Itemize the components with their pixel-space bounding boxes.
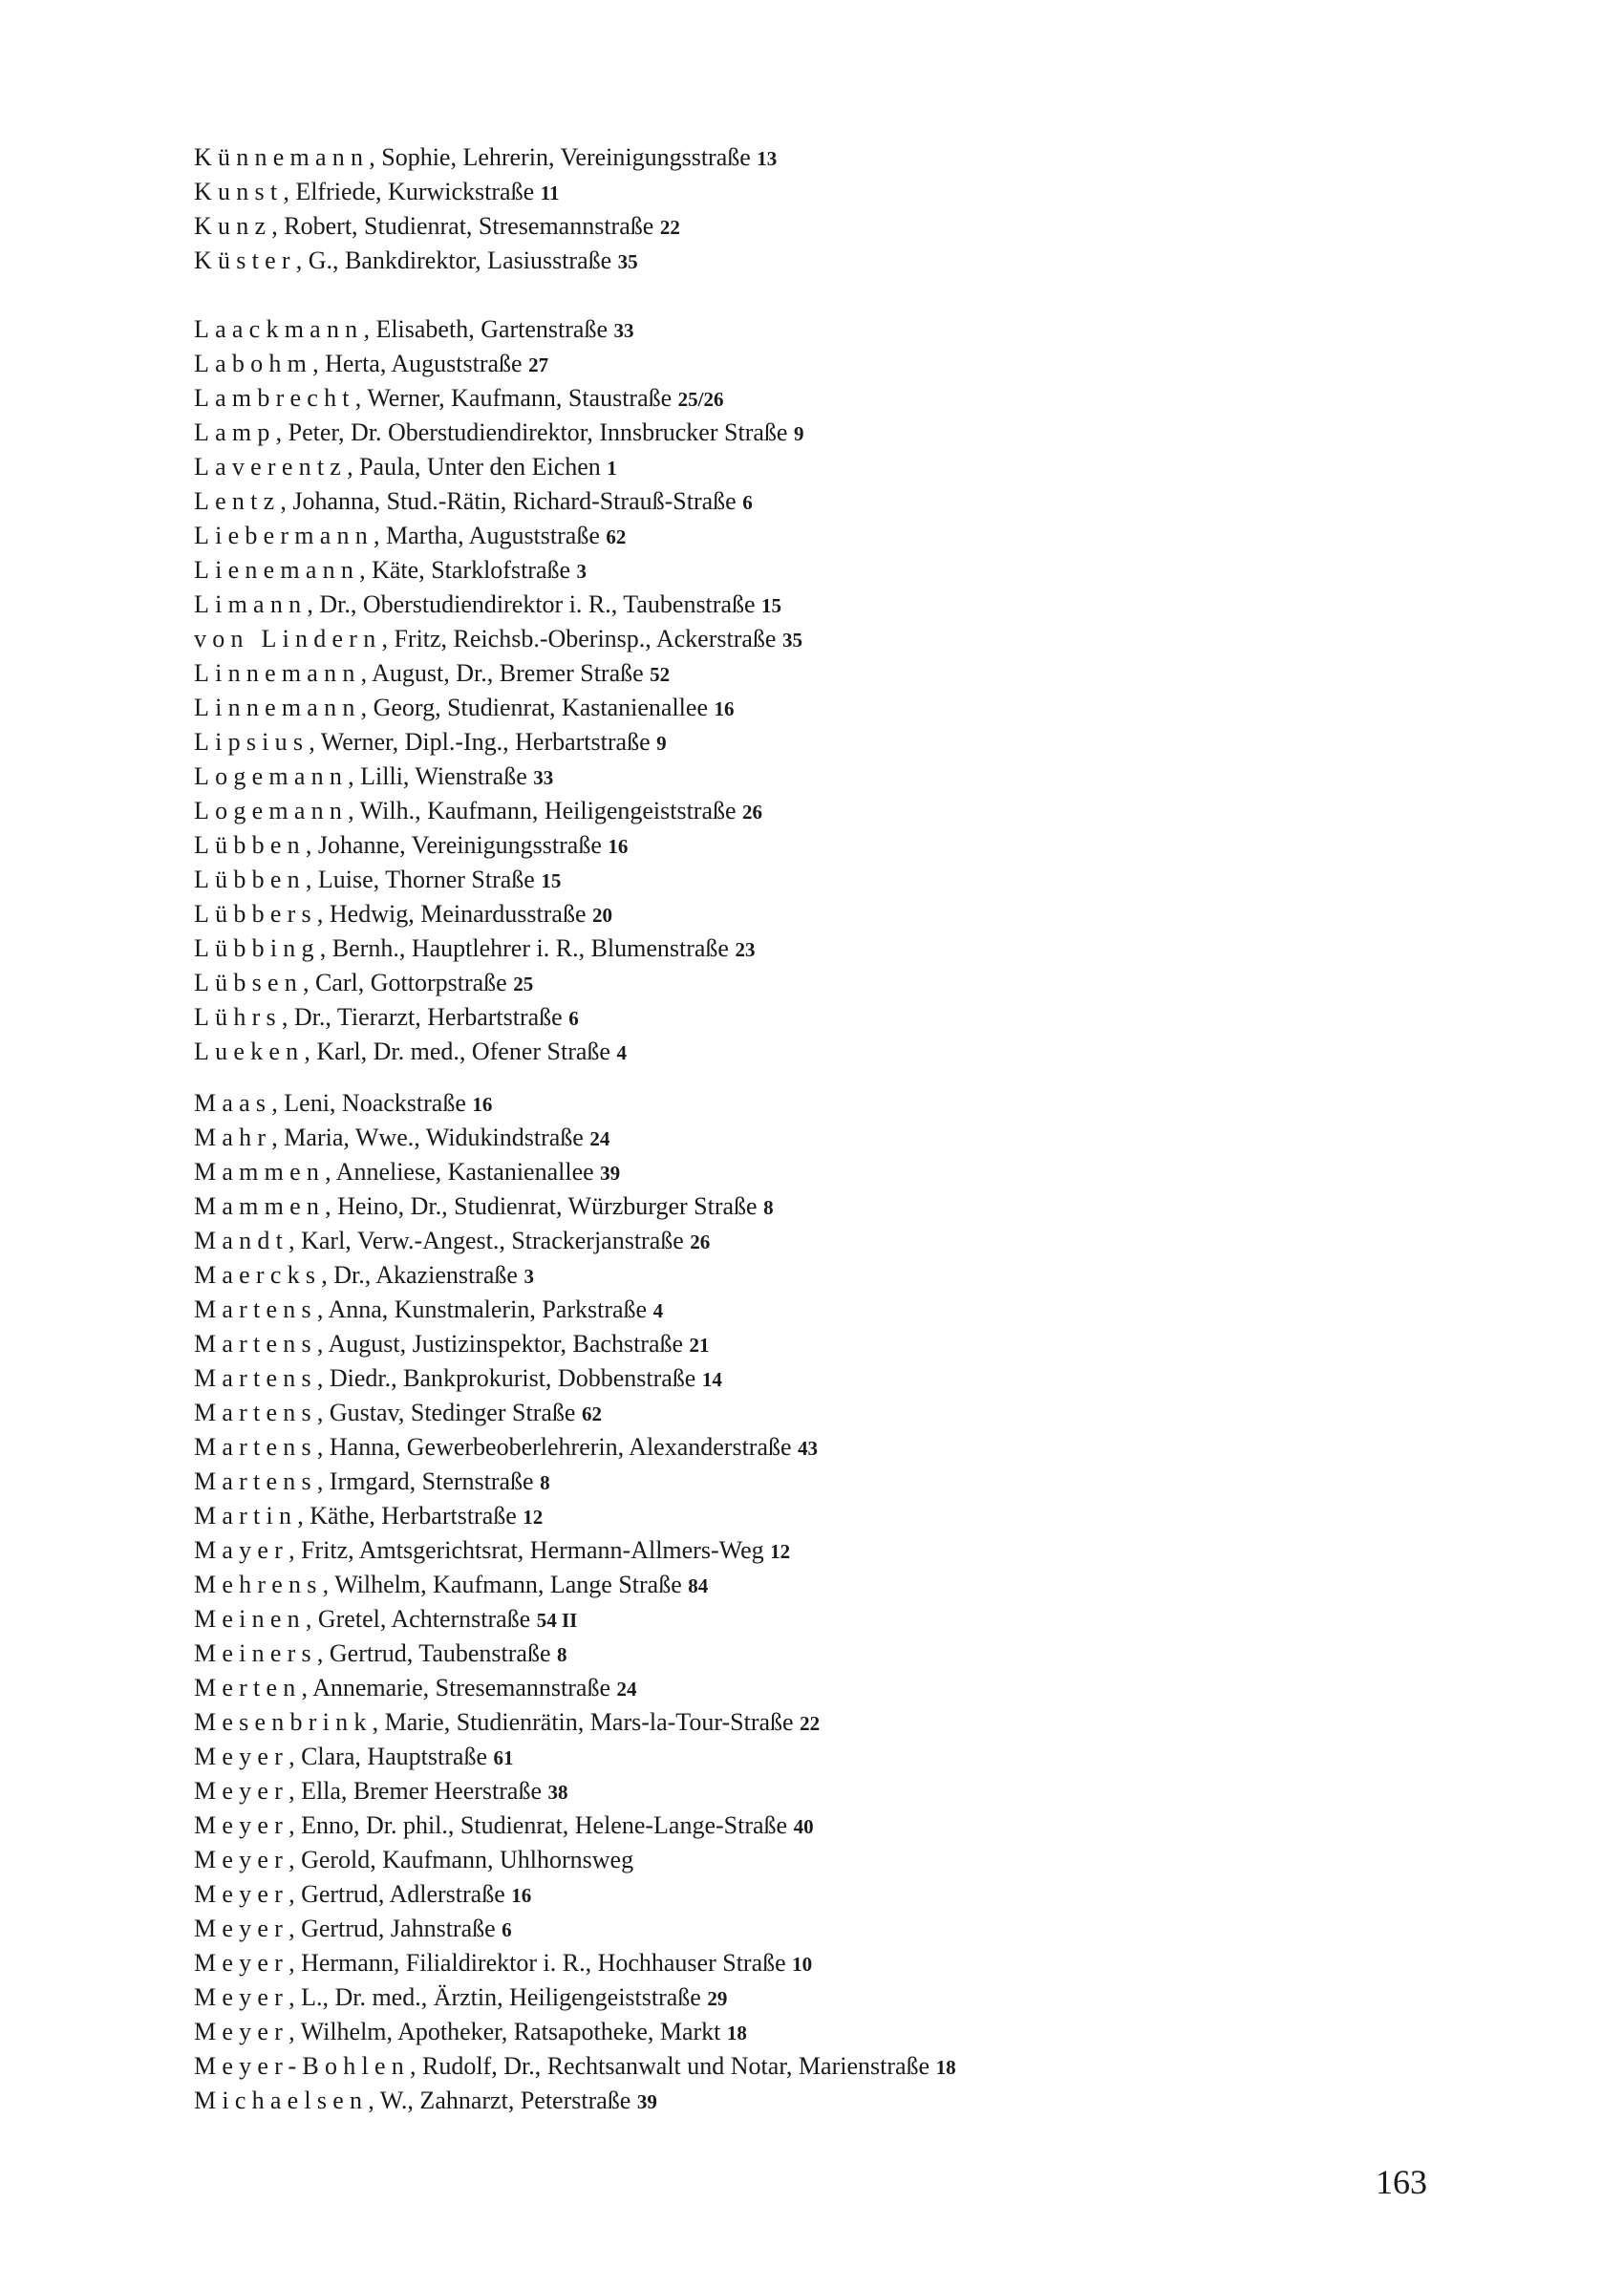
entry-house-number: 21 [689, 1334, 710, 1357]
entry-house-number: 43 [798, 1437, 819, 1460]
entry-house-number: 6 [502, 1918, 512, 1941]
entry-surname: Lübben [194, 866, 306, 893]
directory-entry: Künnemann, Sophie, Lehrerin, Vereinigungsstraße 13 [194, 143, 778, 171]
entry-surname: Laverentz [194, 453, 348, 481]
entry-surname: Mammen [194, 1192, 326, 1220]
entry-surname: Meyer [194, 1880, 289, 1908]
entry-details: Werner, Dipl.-Ing., Herbartstraße [320, 728, 651, 756]
entry-house-number: 6 [742, 491, 753, 514]
entry-details: Heino, Dr., Studienrat, Würzburger Straße [337, 1192, 758, 1220]
entry-house-number: 12 [523, 1506, 544, 1529]
entry-details: Clara, Hauptstraße [301, 1743, 487, 1770]
directory-entry: Kunz, Robert, Studienrat, Stresemannstraße 22 [194, 212, 680, 240]
directory-entry: Labohm, Herta, Auguststraße 27 [194, 350, 549, 377]
entry-details: Käthe, Herbartstraße [310, 1502, 517, 1530]
directory-entry: Mehrens, Wilhelm, Kaufmann, Lange Straße 84 [194, 1571, 709, 1598]
entry-details: Gustav, Stedinger Straße [329, 1399, 576, 1426]
entry-surname: Mayer [194, 1536, 289, 1564]
entry-surname: Merten [194, 1674, 302, 1701]
entry-surname: Meyer [194, 1846, 289, 1873]
directory-entry: Meyer, Wilhelm, Apotheker, Ratsapotheke, Markt 18 [194, 2018, 747, 2045]
directory-entry: Mammen, Heino, Dr., Studienrat, Würzburger Straße 8 [194, 1192, 774, 1220]
entry-details: L., Dr. med., Ärztin, Heiligengeiststraße [301, 1983, 701, 2011]
entry-surname: Lueken [194, 1038, 305, 1065]
directory-entry: Maercks, Dr., Akazienstraße 3 [194, 1261, 534, 1289]
entry-surname: Lübbers [194, 900, 317, 928]
entry-house-number: 84 [688, 1574, 709, 1597]
entry-surname: Maercks [194, 1261, 322, 1289]
entry-house-number: 39 [636, 2090, 657, 2113]
entry-details: Sophie, Lehrerin, Vereinigungsstraße [381, 143, 751, 171]
entry-details: August, Dr., Bremer Straße [372, 659, 644, 687]
entry-surname: Lamp [194, 418, 276, 446]
entry-details: Irmgard, Sternstraße [329, 1467, 534, 1495]
directory-entry: Martens, Gustav, Stedinger Straße 62 [194, 1399, 602, 1426]
entry-details: Fritz, Reichsb.-Oberinsp., Ackerstraße [394, 625, 777, 653]
entry-details: Hedwig, Meinardusstraße [329, 900, 587, 928]
directory-entry: Martens, Irmgard, Sternstraße 8 [194, 1467, 550, 1495]
entry-house-number: 4 [616, 1041, 627, 1064]
directory-entry: Meyer, Gerold, Kaufmann, Uhlhornsweg [194, 1846, 634, 1873]
entry-details: Ella, Bremer Heerstraße [301, 1777, 542, 1805]
entry-surname: Lambrecht [194, 384, 355, 412]
entry-details: August, Justizinspektor, Bachstraße [328, 1330, 684, 1358]
entry-house-number: 25/26 [677, 388, 724, 411]
entry-surname: Künnemann [194, 143, 370, 171]
entry-details: Hermann, Filialdirektor i. R., Hochhauser Straße [301, 1949, 786, 1977]
entry-house-number: 15 [761, 594, 782, 617]
entry-surname: Mehrens [194, 1571, 323, 1598]
directory-entry: Lührs, Dr., Tierarzt, Herbartstraße 6 [194, 1003, 579, 1031]
directory-entry: Liebermann, Martha, Auguststraße 62 [194, 522, 627, 549]
entry-house-number: 15 [541, 869, 562, 892]
directory-entry: Limann, Dr., Oberstudiendirektor i. R., Taubenstraße 15 [194, 590, 782, 618]
entry-house-number: 16 [511, 1884, 532, 1907]
entry-house-number: 40 [793, 1815, 814, 1838]
directory-entry: Meyer-Bohlen, Rudolf, Dr., Rechtsanwalt und Notar, Marienstraße 18 [194, 2052, 956, 2080]
entry-surname: Kunz [194, 212, 272, 240]
entry-house-number: 61 [493, 1746, 514, 1769]
entry-house-number: 33 [533, 766, 554, 789]
entry-details: Wilhelm, Apotheker, Ratsapotheke, Markt [300, 2018, 721, 2045]
entry-details: Gertrud, Jahnstraße [301, 1915, 496, 1942]
entry-house-number: 27 [528, 353, 549, 376]
entry-house-number: 38 [547, 1781, 568, 1804]
entry-surname: Labohm [194, 350, 313, 377]
directory-entry: Mahr, Maria, Wwe., Widukindstraße 24 [194, 1124, 610, 1151]
directory-entry: Michaelsen, W., Zahnarzt, Peterstraße 39 [194, 2087, 657, 2114]
directory-entry: Martens, Diedr., Bankprokurist, Dobbenstraße 14 [194, 1364, 722, 1392]
directory-entry: Meyer, Gertrud, Jahnstraße 6 [194, 1915, 512, 1942]
entry-details: Herta, Auguststraße [325, 350, 523, 377]
entry-details: Elfriede, Kurwickstraße [295, 178, 535, 205]
entry-details: Karl, Dr. med., Ofener Straße [316, 1038, 610, 1065]
entry-surname: Linnemann [194, 694, 361, 721]
entry-surname: Meyer [194, 1743, 289, 1770]
entry-surname: Lübsen [194, 969, 303, 996]
directory-entry: Lübben, Johanne, Vereinigungsstraße 16 [194, 831, 629, 859]
entry-house-number: 24 [616, 1678, 637, 1701]
entry-details: Johanne, Vereinigungsstraße [317, 831, 602, 859]
directory-entry: Lübben, Luise, Thorner Straße 15 [194, 866, 562, 893]
directory-entry: Martens, Hanna, Gewerbeoberlehrerin, Alexanderstraße 43 [194, 1433, 819, 1461]
entry-surname: Martens [194, 1467, 317, 1495]
entry-house-number: 16 [472, 1093, 493, 1116]
entry-house-number: 62 [581, 1402, 602, 1425]
directory-entry: Laackmann, Elisabeth, Gartenstraße 33 [194, 315, 634, 343]
entry-house-number: 4 [652, 1299, 664, 1322]
entry-surname: Logemann [194, 797, 349, 824]
entry-surname: Mandt [194, 1227, 289, 1254]
entry-surname: Meiners [194, 1639, 317, 1667]
entry-house-number: 16 [714, 697, 735, 720]
directory-entry: Küster, G., Bankdirektor, Lasiusstraße 35 [194, 246, 638, 274]
entry-details: Georg, Studienrat, Kastanienallee [373, 694, 708, 721]
entry-surname: Meyer [194, 1811, 289, 1839]
entry-house-number: 8 [557, 1643, 567, 1666]
directory-entry: Mesenbrink, Marie, Studienrätin, Mars-la-Tour-Straße 22 [194, 1708, 821, 1736]
entry-details: Wilhelm, Kaufmann, Lange Straße [334, 1571, 682, 1598]
directory-entry: Laverentz, Paula, Unter den Eichen 1 [194, 453, 617, 481]
entry-details: Johanna, Stud.-Rätin, Richard-Strauß-Straße [292, 487, 737, 515]
entry-house-number: 22 [659, 216, 680, 239]
entry-house-number: 35 [617, 250, 638, 273]
entry-house-number: 3 [576, 560, 588, 583]
entry-house-number: 62 [606, 525, 627, 548]
entry-surname: Linnemann [194, 659, 361, 687]
directory-entry: Linnemann, August, Dr., Bremer Straße 52 [194, 659, 671, 687]
entry-surname: Martens [194, 1330, 317, 1358]
entry-house-number: 23 [735, 938, 756, 961]
entry-details: Anna, Kunstmalerin, Parkstraße [328, 1295, 648, 1323]
entry-house-number: 9 [793, 422, 804, 445]
entry-surname: Meyer [194, 1983, 289, 2011]
directory-entry: Maas, Leni, Noackstraße 16 [194, 1089, 493, 1117]
entry-house-number: 26 [690, 1231, 711, 1253]
entry-house-number: 16 [608, 835, 629, 858]
directory-entry: Meyer, Enno, Dr. phil., Studienrat, Helene-Lange-Straße 40 [194, 1811, 814, 1839]
entry-surname: Mesenbrink [194, 1708, 373, 1736]
entry-surname: Laackmann [194, 315, 364, 343]
entry-house-number: 13 [757, 147, 778, 170]
entry-house-number: 14 [701, 1368, 722, 1391]
entry-details: Anneliese, Kastanienallee [335, 1158, 594, 1186]
directory-entry: Meyer, Gertrud, Adlerstraße 16 [194, 1880, 532, 1908]
entry-group-k [194, 140, 1436, 278]
entry-surname: Lübbing [194, 934, 320, 962]
directory-entry: Meyer, Clara, Hauptstraße 61 [194, 1743, 514, 1770]
entry-surname: Meyer [194, 1915, 289, 1942]
entry-house-number: 10 [792, 1953, 813, 1976]
entry-house-number: 39 [600, 1162, 621, 1185]
entry-details: Wilh., Kaufmann, Heiligengeiststraße [359, 797, 737, 824]
directory-entry: Lipsius, Werner, Dipl.-Ing., Herbartstraße 9 [194, 728, 667, 756]
directory-entry: Meinen, Gretel, Achternstraße 54 II [194, 1605, 578, 1633]
page-number: 163 [1376, 2163, 1427, 2201]
directory-entry: Mandt, Karl, Verw.-Angest., Strackerjanstraße 26 [194, 1227, 711, 1254]
entry-surname: Martin [194, 1502, 298, 1530]
directory-entry: Martin, Käthe, Herbartstraße 12 [194, 1502, 544, 1530]
directory-entry: Lübsen, Carl, Gottorpstraße 25 [194, 969, 534, 996]
entry-house-number: 52 [650, 663, 671, 686]
entry-details: Dr., Akazienstraße [333, 1261, 518, 1289]
entry-details: Gertrud, Taubenstraße [329, 1639, 551, 1667]
entry-surname: Lipsius [194, 728, 310, 756]
entry-details: Carl, Gottorpstraße [314, 969, 507, 996]
entry-surname: Limann [194, 590, 308, 618]
directory-entry: Logemann, Wilh., Kaufmann, Heiligengeiststraße 26 [194, 797, 763, 824]
entry-details: Werner, Kaufmann, Staustraße [367, 384, 673, 412]
entry-details: Rudolf, Dr., Rechtsanwalt und Notar, Marienstraße [421, 2052, 930, 2080]
entry-details: Dr., Tierarzt, Herbartstraße [293, 1003, 563, 1031]
directory-entry: Linnemann, Georg, Studienrat, Kastanienallee 16 [194, 694, 735, 721]
entry-details: Karl, Verw.-Angest., Strackerjanstraße [301, 1227, 684, 1254]
entry-house-number: 25 [513, 973, 534, 995]
directory-entry: Logemann, Lilli, Wienstraße 33 [194, 762, 554, 790]
entry-surname: Kunst [194, 178, 284, 205]
entry-details: W., Zahnarzt, Peterstraße [379, 2087, 631, 2114]
entry-surname: Lentz [194, 487, 281, 515]
directory-entry: Martens, August, Justizinspektor, Bachstraße 21 [194, 1330, 710, 1358]
entry-surname: Logemann [194, 762, 349, 790]
entry-surname: Martens [194, 1295, 317, 1323]
entry-surname: Martens [194, 1399, 317, 1426]
entry-details: Gerold, Kaufmann, Uhlhornsweg [301, 1846, 634, 1873]
entry-details: Luise, Thorner Straße [317, 866, 535, 893]
entry-group-m [194, 1086, 1436, 2118]
directory-entry: Meiners, Gertrud, Taubenstraße 8 [194, 1639, 567, 1667]
entry-surname: Meinen [194, 1605, 306, 1633]
entry-surname: Martens [194, 1364, 317, 1392]
entry-house-number: 20 [592, 904, 612, 927]
entry-details: Maria, Wwe., Widukindstraße [284, 1124, 584, 1151]
entry-house-number: 22 [800, 1712, 821, 1735]
entry-house-number: 24 [589, 1127, 610, 1150]
entry-surname: Meyer [194, 1777, 289, 1805]
entry-details: Peter, Dr. Oberstudiendirektor, Innsbrucker Straße [288, 418, 788, 446]
entry-surname: Michaelsen [194, 2087, 369, 2114]
directory-entry: Meyer, Ella, Bremer Heerstraße 38 [194, 1777, 568, 1805]
directory-entry: Merten, Annemarie, Stresemannstraße 24 [194, 1674, 637, 1701]
entry-surname: Mammen [194, 1158, 326, 1186]
directory-entry: Mammen, Anneliese, Kastanienallee 39 [194, 1158, 621, 1186]
entry-surname: von Lindern [194, 625, 382, 653]
entry-details: Bernh., Hauptlehrer i. R., Blumenstraße [331, 934, 729, 962]
directory-entry: Meyer, Hermann, Filialdirektor i. R., Hochhauser Straße 10 [194, 1949, 813, 1977]
entry-surname: Martens [194, 1433, 317, 1461]
entry-details: Gretel, Achternstraße [317, 1605, 531, 1633]
entry-house-number: 11 [540, 182, 560, 204]
entry-surname: Lienemann [194, 556, 360, 584]
entry-house-number: 6 [568, 1007, 579, 1030]
entry-surname: Mahr [194, 1124, 272, 1151]
entry-surname: Lübben [194, 831, 306, 859]
entry-surname: Meyer [194, 1949, 289, 1977]
entry-details: Leni, Noackstraße [284, 1089, 466, 1117]
entry-surname: Küster [194, 246, 296, 274]
entry-house-number: 12 [770, 1540, 791, 1563]
directory-entry: Lentz, Johanna, Stud.-Rätin, Richard-Strauß-Straße 6 [194, 487, 753, 515]
directory-entry: Lübbing, Bernh., Hauptlehrer i. R., Blumenstraße 23 [194, 934, 756, 962]
entry-surname: Maas [194, 1089, 272, 1117]
directory-entry: Lienemann, Käte, Starklofstraße 3 [194, 556, 588, 584]
directory-entry: Mayer, Fritz, Amtsgerichtsrat, Hermann-Allmers-Weg 12 [194, 1536, 791, 1564]
entry-details: Gertrud, Adlerstraße [301, 1880, 505, 1908]
entry-house-number: 54 II [536, 1609, 578, 1632]
entry-details: Fritz, Amtsgerichtsrat, Hermann-Allmers-Weg [301, 1536, 764, 1564]
entry-house-number: 8 [763, 1196, 774, 1219]
entry-house-number: 35 [781, 629, 802, 652]
directory-entry: Lueken, Karl, Dr. med., Ofener Straße 4 [194, 1038, 627, 1065]
directory-entry: Martens, Anna, Kunstmalerin, Parkstraße 4 [194, 1295, 664, 1323]
directory-entry: Lambrecht, Werner, Kaufmann, Staustraße 25/26 [194, 384, 724, 412]
entry-house-number: 1 [607, 457, 617, 480]
directory-entry: Lamp, Peter, Dr. Oberstudiendirektor, Innsbrucker Straße 9 [194, 418, 804, 446]
entry-house-number: 8 [540, 1471, 550, 1494]
entry-details: Käte, Starklofstraße [372, 556, 571, 584]
entry-house-number: 3 [524, 1265, 534, 1288]
entry-details: Paula, Unter den Eichen [359, 453, 601, 481]
entry-house-number: 29 [707, 1987, 728, 2010]
entry-details: Hanna, Gewerbeoberlehrerin, Alexanderstraße [329, 1433, 792, 1461]
entry-group-l [194, 312, 1436, 1069]
entry-house-number: 18 [726, 2022, 747, 2044]
directory-entry: Kunst, Elfriede, Kurwickstraße 11 [194, 178, 560, 205]
entry-details: Lilli, Wienstraße [360, 762, 527, 790]
entry-surname: Liebermann [194, 522, 374, 549]
entry-details: Dr., Oberstudiendirektor i. R., Taubenstraße [319, 590, 756, 618]
directory-entry: Lübbers, Hedwig, Meinardusstraße 20 [194, 900, 612, 928]
entry-details: Elisabeth, Gartenstraße [375, 315, 609, 343]
directory-entry: von Lindern, Fritz, Reichsb.-Oberinsp., Ackerstraße 35 [194, 625, 802, 653]
entry-surname: Lührs [194, 1003, 282, 1031]
entry-house-number: 33 [613, 319, 634, 342]
entry-details: Enno, Dr. phil., Studienrat, Helene-Lange-Straße [301, 1811, 788, 1839]
entry-surname: Meyer-Bohlen [194, 2052, 410, 2080]
entry-house-number: 9 [656, 732, 667, 755]
entry-house-number: 26 [742, 801, 763, 824]
entry-details: Robert, Studienrat, Stresemannstraße [284, 212, 654, 240]
entry-details: Martha, Auguststraße [386, 522, 600, 549]
entry-details: Annemarie, Stresemannstraße [312, 1674, 610, 1701]
entry-details: G., Bankdirektor, Lasiusstraße [308, 246, 612, 274]
entry-details: Diedr., Bankprokurist, Dobbenstraße [329, 1364, 696, 1392]
entry-surname: Meyer [194, 2018, 289, 2045]
entry-house-number: 18 [935, 2056, 956, 2079]
entry-details: Marie, Studienrätin, Mars-la-Tour-Straße [384, 1708, 794, 1736]
directory-entry: Meyer, L., Dr. med., Ärztin, Heiligengeiststraße 29 [194, 1983, 728, 2011]
